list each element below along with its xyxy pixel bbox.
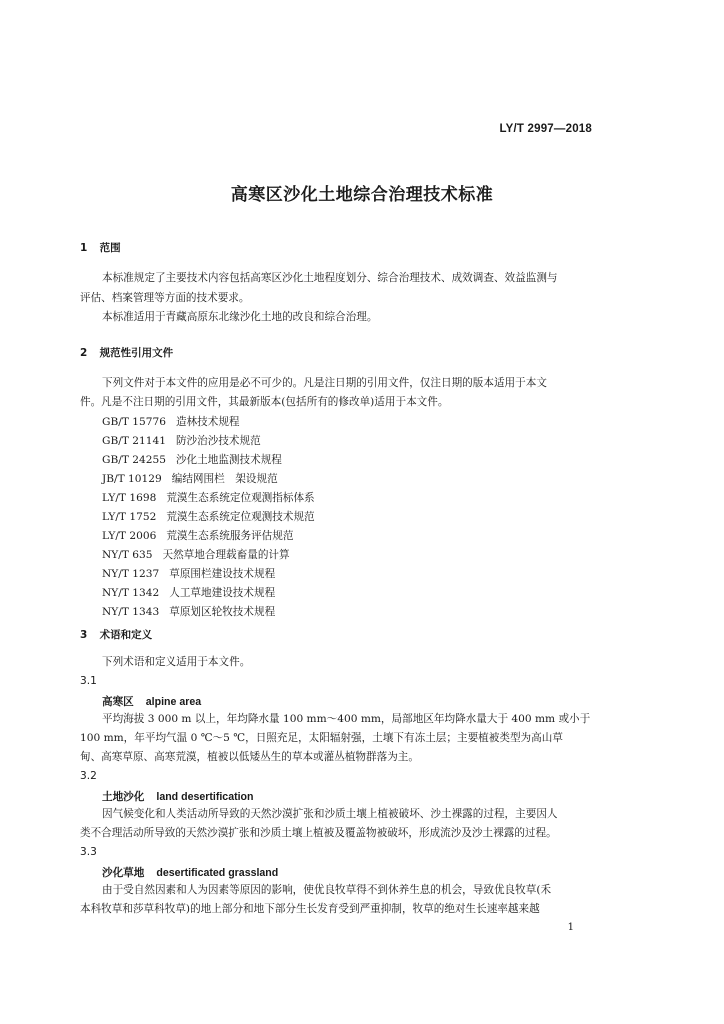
reference-code: LY/T 1698 bbox=[102, 492, 157, 504]
paragraph-line: 甸、高寒草原、高寒荒漠，植被以低矮丛生的草本或灌丛植物群落为主。 bbox=[80, 751, 419, 763]
paragraph-line: 100 mm，年平均气温 0 ℃～5 ℃，日照充足，太阳辐射强，土壤下有冻土层；主要植被类型为高山草 bbox=[80, 732, 563, 744]
section-number: 1 bbox=[80, 242, 88, 254]
reference-code: GB/T 21141 bbox=[102, 435, 166, 447]
reference-code: GB/T 15776 bbox=[102, 416, 166, 428]
reference-code: LY/T 1752 bbox=[102, 511, 157, 523]
reference-title: 荒漠生态系统定位观测指标体系 bbox=[166, 492, 315, 504]
paragraph-line: 本标准规定了主要技术内容包括高寒区沙化土地程度划分、综合治理技术、成效调查、效益监测与 bbox=[102, 272, 558, 284]
reference-item bbox=[102, 473, 278, 486]
page-number: 1 bbox=[567, 922, 574, 933]
paragraph-line: 评估、档案管理等方面的技术要求。 bbox=[80, 292, 250, 304]
term-heading bbox=[102, 694, 201, 709]
reference-item bbox=[102, 435, 261, 448]
reference-title: 天然草地合理载畜量的计算 bbox=[162, 549, 290, 561]
reference-item bbox=[102, 492, 315, 505]
paragraph-line: 本标准适用于青藏高原东北缘沙化土地的改良和综合治理。 bbox=[102, 311, 378, 323]
reference-title: 荒漠生态系统服务评估规范 bbox=[166, 530, 294, 542]
paragraph-line: 类不合理活动所导致的天然沙漠扩张和沙质土壤上植被及覆盖物被破坏，形成流沙及沙土裸露的过程。 bbox=[80, 827, 557, 839]
paragraph-line: 下列文件对于本文件的应用是必不可少的。凡是注日期的引用文件，仅注日期的版本适用于本文 bbox=[102, 377, 547, 389]
section-title: 规范性引用文件 bbox=[99, 347, 174, 359]
reference-item bbox=[102, 568, 275, 581]
term-zh: 高寒区 bbox=[102, 696, 134, 708]
term-zh: 沙化草地 bbox=[102, 867, 145, 879]
reference-code: NY/T 1342 bbox=[102, 587, 160, 599]
term-zh: 土地沙化 bbox=[102, 791, 145, 803]
paragraph-line: 由于受自然因素和人为因素等原因的影响，使优良牧草得不到休养生息的机会，导致优良牧草(禾 bbox=[102, 884, 552, 896]
term-number: 3.2 bbox=[80, 770, 97, 782]
reference-code: NY/T 1343 bbox=[102, 606, 160, 618]
section-number: 2 bbox=[80, 347, 88, 359]
reference-title: 荒漠生态系统定位观测技术规范 bbox=[166, 511, 315, 523]
reference-code: GB/T 24255 bbox=[102, 454, 166, 466]
section-3-heading bbox=[80, 627, 152, 642]
reference-title: 防沙治沙技术规范 bbox=[175, 435, 261, 447]
reference-title: 造林技术规程 bbox=[175, 416, 240, 428]
term-heading bbox=[102, 865, 278, 880]
paragraph-line: 平均海拔 3 000 m 以上，年均降水量 100 mm～400 mm，局部地区年均降水量大于 400 mm 或小于 bbox=[102, 713, 591, 725]
reference-code: JB/T 10129 bbox=[102, 473, 162, 485]
reference-item bbox=[102, 511, 315, 524]
term-number: 3.1 bbox=[80, 675, 97, 687]
term-number: 3.3 bbox=[80, 846, 97, 858]
reference-code: NY/T 1237 bbox=[102, 568, 160, 580]
standard-code: LY/T 2997—2018 bbox=[499, 123, 592, 135]
paragraph-line: 本科牧草和莎草科牧草)的地上部分和地下部分生长发育受到严重抑制，牧草的绝对生长速率越来越 bbox=[80, 903, 540, 915]
section-number: 3 bbox=[80, 629, 88, 641]
section-2-heading bbox=[80, 345, 173, 360]
reference-item bbox=[102, 454, 282, 467]
reference-title: 草原围栏建设技术规程 bbox=[169, 568, 276, 580]
reference-code: NY/T 635 bbox=[102, 549, 153, 561]
reference-title: 编结网围栏 架设规范 bbox=[171, 473, 278, 485]
term-heading bbox=[102, 789, 254, 804]
reference-code: LY/T 2006 bbox=[102, 530, 157, 542]
reference-item bbox=[102, 587, 275, 600]
reference-title: 沙化土地监测技术规程 bbox=[175, 454, 282, 466]
reference-item bbox=[102, 530, 293, 543]
reference-title: 草原划区轮牧技术规程 bbox=[169, 606, 276, 618]
paragraph-line: 件。凡是不注日期的引用文件，其最新版本(包括所有的修改单)适用于本文件。 bbox=[80, 396, 449, 408]
document-title: 高寒区沙化土地综合治理技术标准 bbox=[230, 185, 494, 205]
paragraph-line: 因气候变化和人类活动所导致的天然沙漠扩张和沙质土壤上植被破坏、沙土裸露的过程，主要因人 bbox=[102, 808, 558, 820]
section-title: 术语和定义 bbox=[99, 629, 153, 641]
term-en: land desertification bbox=[156, 791, 254, 803]
section-1-heading bbox=[80, 240, 121, 255]
reference-item bbox=[102, 416, 240, 429]
paragraph-line: 下列术语和定义适用于本文件。 bbox=[102, 656, 251, 668]
reference-title: 人工草地建设技术规程 bbox=[169, 587, 276, 599]
term-en: desertificated grassland bbox=[156, 867, 279, 879]
reference-item bbox=[102, 549, 290, 562]
term-en: alpine area bbox=[145, 696, 202, 708]
reference-item bbox=[102, 606, 275, 619]
section-title: 范围 bbox=[99, 242, 121, 254]
